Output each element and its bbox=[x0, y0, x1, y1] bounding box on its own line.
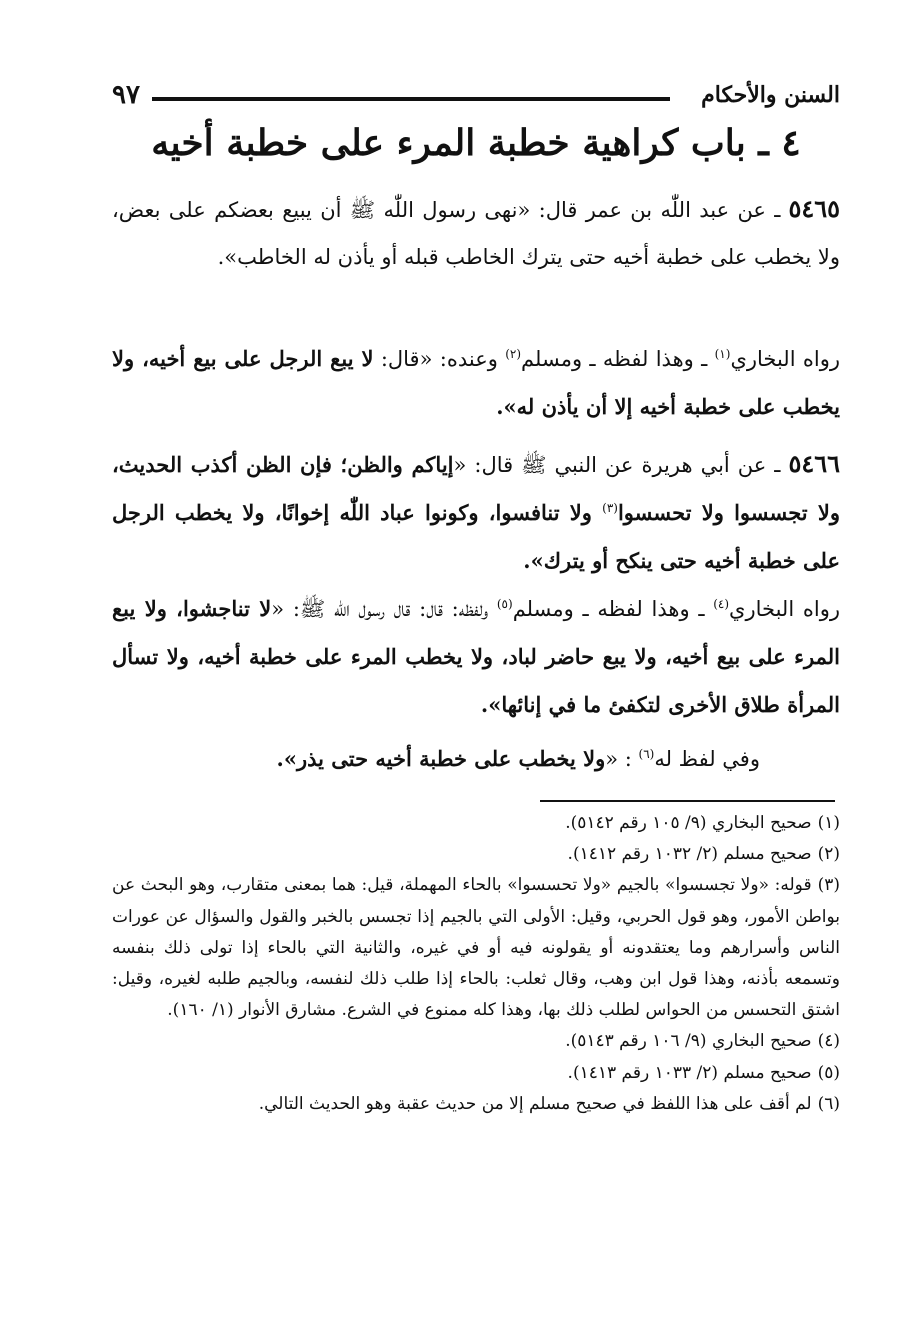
footnote-item bbox=[112, 1026, 840, 1057]
footnote-text: صحيح البخاري (٩/ ١٠٦ رقم ٥١٤٣). bbox=[565, 1031, 812, 1052]
narration-5465 bbox=[112, 335, 840, 431]
hadith-number: ٥٤٦٦ bbox=[788, 449, 840, 478]
footnote-ref: (٦) bbox=[638, 747, 655, 761]
wording-text: : « bbox=[605, 747, 639, 771]
footnote-item bbox=[112, 1089, 840, 1120]
footnote-ref: (٢) bbox=[505, 347, 522, 361]
footnote-text: قوله: «ولا تجسسوا» بالجيم «ولا تحسسوا» بالحاء المهملة، قيل: هما بمعنى متقارب، وهو البحث عن بواطن الأمور، وهو قول الحربي، وقيل: الأولى التي بالجيم إذا تجسس بالخبر والقول والسؤال عن عورات الناس وأسرارهم وما يعتقدونه أو يقولونه فيه أو في غيره، والثانية التي بالحاء إذا تولى ذلك بنفسه وتسمعه بأذنه، وهذا قول ابن وهب، وقال ثعلب: بالحاء إذا طلب ذلك لنفسه، وبالجيم طلبه لغيره، وقيل: اشتق التحسس من الحواس لطلب ذلك بها، وهذا كله ممنوع في الشرع. مشارق الأنوار (١/ ١٦٠). bbox=[112, 875, 840, 1021]
narration-text: وعنده: «قال: bbox=[373, 347, 506, 371]
footnote-text: صحيح مسلم (٢/ ١٠٣٢ رقم ١٤١٢). bbox=[567, 844, 812, 865]
footnote-ref: (٤) bbox=[713, 597, 730, 611]
footnote-marker: (١) bbox=[817, 813, 840, 833]
footnote-marker: (٤) bbox=[817, 1031, 840, 1052]
narration-text: ولفظه: قال: قال رسول اللّٰه ﷺ: « bbox=[271, 597, 497, 621]
footnote-marker: (٦) bbox=[817, 1093, 840, 1114]
wording-text: وفي لفظ له bbox=[654, 747, 760, 771]
narration-text: رواه البخاري bbox=[730, 347, 840, 371]
narration-quote: لا يبع الرجل على بيع أخيه، ولا يخطب على خطبة أخيه إلا أن يأذن له». bbox=[112, 346, 840, 419]
footnote-text: صحيح البخاري (٩/ ١٠٥ رقم ٥١٤٢). bbox=[565, 813, 812, 833]
hadith-text: ـ عن أبي هريرة عن النبي ﷺ قال: « bbox=[453, 453, 781, 477]
chapter-title: ٤ ـ باب كراهية خطبة المرء على خطبة أخيه bbox=[151, 122, 801, 164]
hadith-5466 bbox=[112, 440, 840, 585]
running-title: السنن والأحكام bbox=[701, 82, 840, 108]
hadith-quote: ولا تنافسوا، وكونوا عباد اللّٰه إخوانًا، ولا يخطب الرجل على خطبة أخيه حتى ينكح أو يترك». bbox=[112, 500, 840, 573]
footnote-item bbox=[112, 870, 840, 1026]
footnote-separator bbox=[540, 800, 835, 802]
footnote-text: لم أقف على هذا اللفظ في صحيح مسلم إلا من حديث عقبة وهو الحديث التالي. bbox=[258, 1093, 812, 1114]
narration-text: ـ وهذا لفظه ـ ومسلم bbox=[512, 597, 714, 621]
hadith-number: ٥٤٦٥ bbox=[788, 194, 840, 223]
narration-quote: لا تناجشوا، ولا يبع المرء على بيع أخيه، ولا يبع حاضر لباد، ولا يخطب المرء على خطبة أخيه، ولا تسأل المرأة طلاق الأخرى لتكفئ ما في إنائها». bbox=[112, 596, 840, 717]
page-header bbox=[112, 80, 840, 120]
footnote-marker: (٢) bbox=[817, 844, 840, 865]
footnote-ref: (٣) bbox=[602, 501, 618, 515]
hadith-quote: إياكم والظن؛ فإن الظن أكذب الحديث، ولا تجسسوا ولا تحسسوا bbox=[112, 452, 840, 525]
footnote-marker: (٥) bbox=[817, 1062, 840, 1083]
narration-5466 bbox=[112, 585, 840, 729]
wording-quote: ولا يخطب على خطبة أخيه حتى يذر». bbox=[276, 746, 606, 771]
footnotes bbox=[112, 808, 840, 1120]
narration-text: ـ وهذا لفظه ـ ومسلم bbox=[521, 347, 715, 371]
other-wording bbox=[112, 735, 840, 783]
header-rule bbox=[152, 97, 670, 101]
footnote-item bbox=[112, 1058, 840, 1089]
footnote-item bbox=[112, 839, 840, 870]
hadith-5465 bbox=[112, 185, 840, 281]
footnote-item bbox=[112, 808, 840, 839]
footnote-ref: (٥) bbox=[496, 597, 513, 611]
page-number: ٩٧ bbox=[112, 80, 140, 110]
hadith-text: ـ عن عبد اللّٰه بن عمر قال: «نهى رسول اللّٰه ﷺ أن يبيع بعضكم على بعض، ولا يخطب على خطبة أخيه حتى يترك الخاطب قبله أو يأذن له الخاطب». bbox=[112, 198, 840, 269]
narration-text: رواه البخاري bbox=[729, 597, 840, 621]
footnote-marker: (٣) bbox=[817, 875, 840, 896]
footnote-ref: (١) bbox=[714, 347, 731, 361]
footnote-text: صحيح مسلم (٢/ ١٠٣٣ رقم ١٤١٣). bbox=[567, 1062, 812, 1083]
